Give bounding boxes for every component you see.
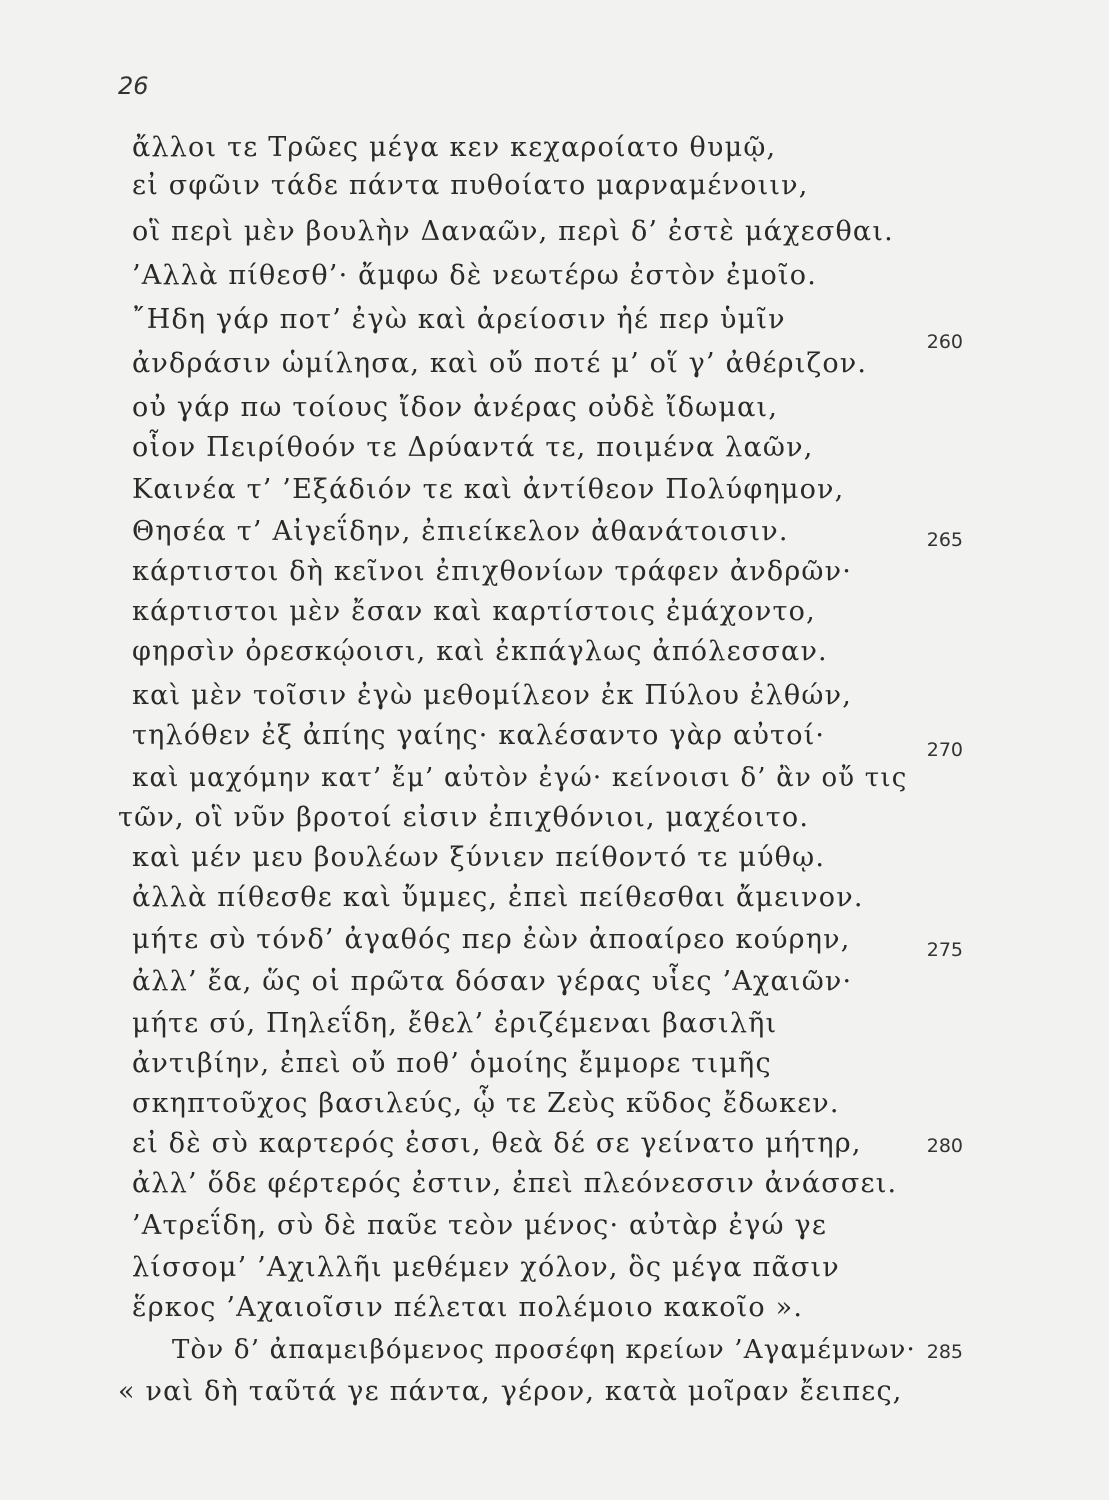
- verse-line: ἀλλ’ ἔα, ὥς οἱ πρῶτα δόσαν γέρας υἷες ’Αχαιῶν·: [132, 966, 853, 997]
- verse-line: « ναὶ δὴ ταῦτά γε πάντα, γέρον, κατὰ μοῖραν ἔειπες,: [118, 1376, 903, 1407]
- verse-line: οἷον Πειρίθοόν τε Δρύαντά τε, ποιμένα λαῶν,: [132, 432, 814, 463]
- verse-line: Θησέα τ’ Αἰγεΐδην, ἐπιείκελον ἀθανάτοισιν.: [132, 516, 789, 547]
- line-number: 285: [926, 1341, 963, 1363]
- line-number: 280: [926, 1135, 963, 1157]
- verse-line: ἀνδράσιν ὡμίλησα, καὶ οὔ ποτέ μ’ οἵ γ’ ἀθέριζον.: [132, 348, 868, 379]
- verse-line: ἀντιβίην, ἐπεὶ οὔ ποθ’ ὁμοίης ἔμμορε τιμῆς: [132, 1048, 772, 1079]
- verse-line: Καινέα τ’ ’Εξάδιόν τε καὶ ἀντίθεον Πολύφημον,: [132, 474, 845, 505]
- verse-line: φηρσὶν ὀρεσκῴοισι, καὶ ἐκπάγλως ἀπόλεσσαν.: [132, 636, 828, 667]
- line-number: 265: [926, 529, 963, 551]
- verse-line: ῎Ηδη γάρ ποτ’ ἐγὼ καὶ ἀρείοσιν ἠέ περ ὑμῖν: [132, 304, 786, 335]
- verse-line: ’Ατρεΐδη, σὺ δὲ παῦε τεὸν μένος· αὐτὰρ ἐγώ γε: [132, 1210, 828, 1241]
- verse-line: σκηπτοῦχος βασιλεύς, ᾧ τε Ζεὺς κῦδος ἔδωκεν.: [132, 1088, 840, 1119]
- verse-line: ἄλλοι τε Τρῶες μέγα κεν κεχαροίατο θυμῷ,: [132, 132, 777, 163]
- verse-line: καὶ μέν μευ βουλέων ξύνιεν πείθοντό τε μύθῳ.: [132, 842, 826, 873]
- verse-line: τηλόθεν ἐξ ἀπίης γαίης· καλέσαντο γὰρ αὐτοί·: [132, 720, 826, 751]
- verse-line: εἰ σφῶιν τάδε πάντα πυθοίατο μαρναμένοιιν,: [132, 170, 809, 201]
- verse-line: μήτε σύ, Πηλεΐδη, ἔθελ’ ἐριζέμεναι βασιλῆι: [132, 1008, 778, 1039]
- verse-line: Τὸν δ’ ἀπαμειβόμενος προσέφη κρείων ’Αγαμέμνων·: [172, 1335, 916, 1365]
- verse-line: κάρτιστοι μὲν ἔσαν καὶ καρτίστοις ἐμάχοντο,: [132, 596, 816, 627]
- verse-line: καὶ μαχόμην κατ’ ἔμ’ αὐτὸν ἐγώ· κείνοισι δ’ ἂν οὔ τις: [132, 763, 908, 793]
- page-number: 26: [118, 72, 149, 100]
- verse-line: τῶν, οἳ νῦν βροτοί εἰσιν ἐπιχθόνιοι, μαχέοιτο.: [118, 802, 810, 833]
- verse-line: ἀλλ’ ὅδε φέρτερός ἐστιν, ἐπεὶ πλεόνεσσιν ἀνάσσει.: [132, 1168, 898, 1199]
- verse-line: εἰ δὲ σὺ καρτερός ἐσσι, θεὰ δέ σε γείνατο μήτηρ,: [132, 1128, 862, 1159]
- verse-line: οὐ γάρ πω τοίους ἴδον ἀνέρας οὐδὲ ἴδωμαι,: [132, 392, 779, 423]
- verse-line: ’Αλλὰ πίθεσθ’· ἄμφω δὲ νεωτέρω ἐστὸν ἐμοῖο.: [132, 260, 817, 291]
- line-number: 270: [926, 739, 963, 761]
- verse-line: λίσσομ’ ’Αχιλλῆι μεθέμεν χόλον, ὃς μέγα πᾶσιν: [132, 1252, 840, 1283]
- verse-line: καὶ μὲν τοῖσιν ἐγὼ μεθομίλεον ἐκ Πύλου ἐλθών,: [132, 680, 852, 711]
- verse-line: ἀλλὰ πίθεσθε καὶ ὔμμες, ἐπεὶ πείθεσθαι ἄμεινον.: [132, 882, 864, 913]
- verse-line: κάρτιστοι δὴ κεῖνοι ἐπιχθονίων τράφεν ἀνδρῶν·: [132, 556, 853, 587]
- verse-line: ἕρκος ’Αχαιοῖσιν πέλεται πολέμοιο κακοῖο ».: [132, 1292, 804, 1323]
- line-number: 260: [926, 331, 963, 353]
- line-number: 275: [926, 939, 963, 961]
- verse-line: οἳ περὶ μὲν βουλὴν Δαναῶν, περὶ δ’ ἐστὲ μάχεσθαι.: [132, 216, 894, 247]
- verse-line: μήτε σὺ τόνδ’ ἀγαθός περ ἐὼν ἀποαίρεο κούρην,: [132, 924, 851, 955]
